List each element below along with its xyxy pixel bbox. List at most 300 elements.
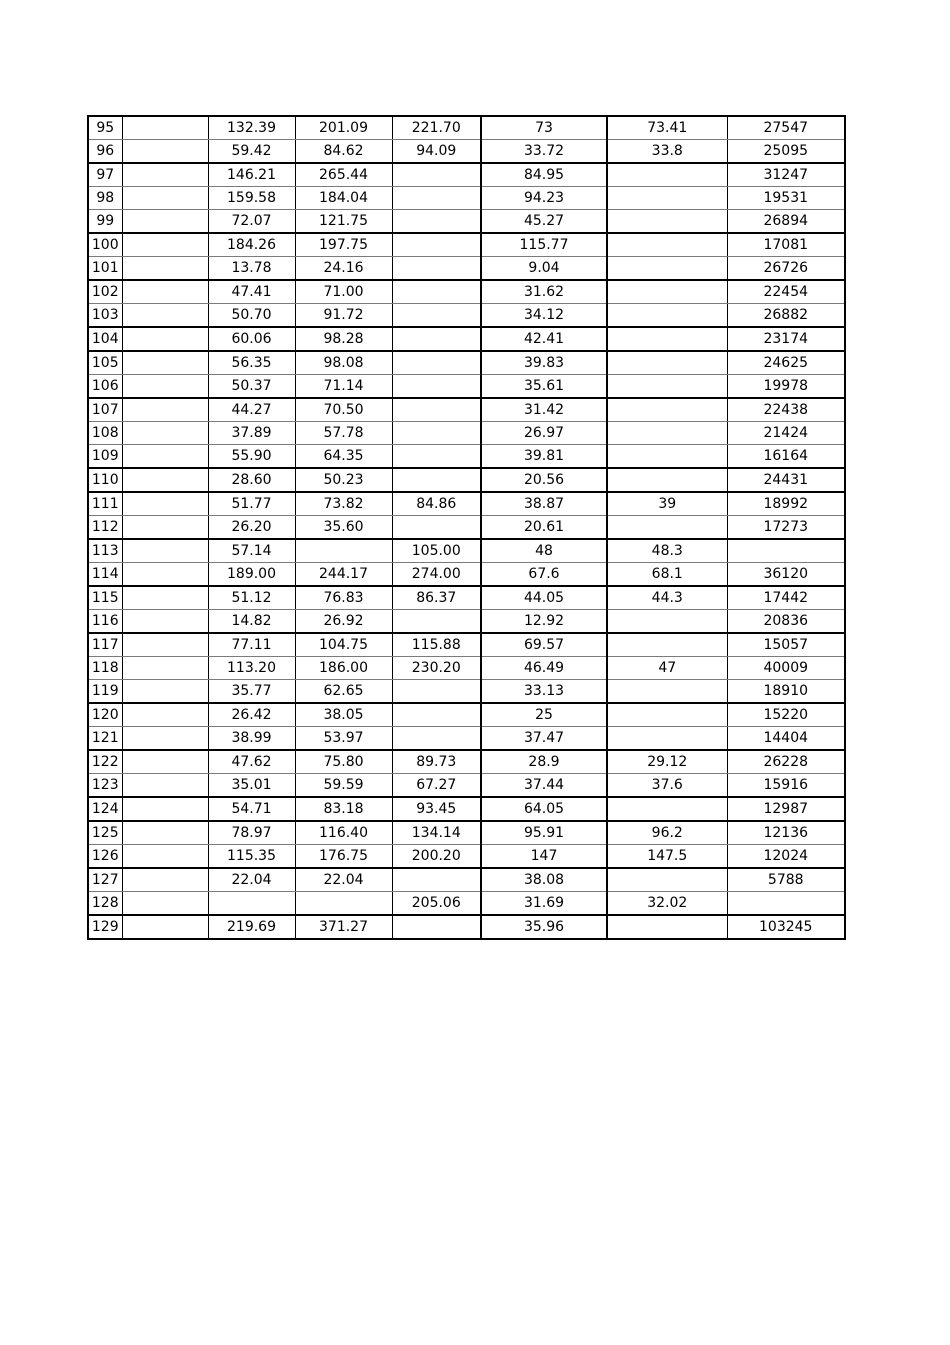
value-cell-c: 86.37 <box>392 586 481 610</box>
table-row <box>88 280 845 304</box>
value-cell-a: 14.82 <box>208 610 295 634</box>
value-cell-a: 159.58 <box>208 187 295 210</box>
value-cell-b: 24.16 <box>295 257 392 281</box>
blank-cell <box>122 610 208 634</box>
row-number-cell: 107 <box>88 398 122 422</box>
value-cell-d: 20.61 <box>481 516 607 540</box>
value-cell-f: 24431 <box>727 468 845 492</box>
blank-cell <box>122 116 208 140</box>
value-cell-e: 73.41 <box>607 116 727 140</box>
value-cell-f: 23174 <box>727 327 845 351</box>
row-number-cell: 98 <box>88 187 122 210</box>
value-cell-a: 37.89 <box>208 422 295 445</box>
blank-cell <box>122 657 208 680</box>
blank-cell <box>122 492 208 516</box>
table-row <box>88 703 845 727</box>
value-cell-e <box>607 610 727 634</box>
value-cell-a: 77.11 <box>208 633 295 657</box>
value-cell-c <box>392 422 481 445</box>
value-cell-f: 26726 <box>727 257 845 281</box>
blank-cell <box>122 774 208 798</box>
value-cell-c: 205.06 <box>392 892 481 916</box>
value-cell-a: 113.20 <box>208 657 295 680</box>
value-cell-c <box>392 610 481 634</box>
blank-cell <box>122 797 208 821</box>
value-cell-e <box>607 797 727 821</box>
value-cell-f: 14404 <box>727 727 845 751</box>
value-cell-d: 35.96 <box>481 915 607 939</box>
value-cell-e <box>607 868 727 892</box>
table-row <box>88 187 845 210</box>
value-cell-f: 21424 <box>727 422 845 445</box>
value-cell-c <box>392 327 481 351</box>
value-cell-d: 31.62 <box>481 280 607 304</box>
table-row <box>88 163 845 187</box>
table-row <box>88 915 845 939</box>
row-number-cell: 116 <box>88 610 122 634</box>
table-row <box>88 680 845 704</box>
value-cell-d: 45.27 <box>481 210 607 234</box>
value-cell-c: 274.00 <box>392 563 481 587</box>
value-cell-e: 47 <box>607 657 727 680</box>
value-cell-b: 244.17 <box>295 563 392 587</box>
row-number-cell: 96 <box>88 140 122 164</box>
value-cell-a: 28.60 <box>208 468 295 492</box>
value-cell-d: 39.81 <box>481 445 607 469</box>
value-cell-f: 18910 <box>727 680 845 704</box>
value-cell-f: 19978 <box>727 375 845 399</box>
value-cell-b: 70.50 <box>295 398 392 422</box>
blank-cell <box>122 915 208 939</box>
value-cell-e <box>607 703 727 727</box>
value-cell-f: 15220 <box>727 703 845 727</box>
blank-cell <box>122 327 208 351</box>
value-cell-f: 27547 <box>727 116 845 140</box>
blank-cell <box>122 445 208 469</box>
value-cell-a: 38.99 <box>208 727 295 751</box>
value-cell-b <box>295 539 392 563</box>
value-cell-c: 93.45 <box>392 797 481 821</box>
table-row <box>88 633 845 657</box>
value-cell-f: 31247 <box>727 163 845 187</box>
value-cell-d: 46.49 <box>481 657 607 680</box>
row-number-cell: 106 <box>88 375 122 399</box>
value-cell-b: 35.60 <box>295 516 392 540</box>
value-cell-c: 221.70 <box>392 116 481 140</box>
value-cell-d: 84.95 <box>481 163 607 187</box>
value-cell-f: 24625 <box>727 351 845 375</box>
value-cell-a: 51.77 <box>208 492 295 516</box>
value-cell-d: 147 <box>481 845 607 869</box>
value-cell-f: 12987 <box>727 797 845 821</box>
table-row <box>88 821 845 845</box>
value-cell-d: 44.05 <box>481 586 607 610</box>
value-cell-e: 96.2 <box>607 821 727 845</box>
row-number-cell: 102 <box>88 280 122 304</box>
blank-cell <box>122 680 208 704</box>
table-row <box>88 304 845 328</box>
table-row <box>88 398 845 422</box>
value-cell-f: 12136 <box>727 821 845 845</box>
value-cell-e <box>607 375 727 399</box>
value-cell-e <box>607 398 727 422</box>
value-cell-f: 103245 <box>727 915 845 939</box>
row-number-cell: 119 <box>88 680 122 704</box>
value-cell-d: 26.97 <box>481 422 607 445</box>
row-number-cell: 111 <box>88 492 122 516</box>
row-number-cell: 122 <box>88 750 122 774</box>
value-cell-a: 35.01 <box>208 774 295 798</box>
value-cell-c: 94.09 <box>392 140 481 164</box>
value-cell-a: 60.06 <box>208 327 295 351</box>
value-cell-c <box>392 445 481 469</box>
value-cell-d: 31.42 <box>481 398 607 422</box>
value-cell-f <box>727 539 845 563</box>
value-cell-c <box>392 375 481 399</box>
value-cell-c: 134.14 <box>392 821 481 845</box>
value-cell-a: 54.71 <box>208 797 295 821</box>
data-table <box>87 115 846 940</box>
value-cell-d: 31.69 <box>481 892 607 916</box>
table-row <box>88 210 845 234</box>
value-cell-e <box>607 727 727 751</box>
blank-cell <box>122 375 208 399</box>
value-cell-f: 22454 <box>727 280 845 304</box>
value-cell-c: 84.86 <box>392 492 481 516</box>
value-cell-f: 36120 <box>727 563 845 587</box>
value-cell-a: 51.12 <box>208 586 295 610</box>
value-cell-e: 33.8 <box>607 140 727 164</box>
row-number-cell: 100 <box>88 233 122 257</box>
row-number-cell: 117 <box>88 633 122 657</box>
value-cell-a: 132.39 <box>208 116 295 140</box>
value-cell-a: 47.41 <box>208 280 295 304</box>
blank-cell <box>122 140 208 164</box>
value-cell-a: 219.69 <box>208 915 295 939</box>
value-cell-f: 12024 <box>727 845 845 869</box>
value-cell-e: 48.3 <box>607 539 727 563</box>
value-cell-e: 44.3 <box>607 586 727 610</box>
value-cell-a: 189.00 <box>208 563 295 587</box>
value-cell-d: 67.6 <box>481 563 607 587</box>
blank-cell <box>122 821 208 845</box>
value-cell-b: 64.35 <box>295 445 392 469</box>
blank-cell <box>122 586 208 610</box>
row-number-cell: 128 <box>88 892 122 916</box>
value-cell-a: 59.42 <box>208 140 295 164</box>
value-cell-c: 105.00 <box>392 539 481 563</box>
value-cell-e <box>607 680 727 704</box>
value-cell-e <box>607 445 727 469</box>
value-cell-c <box>392 210 481 234</box>
table-row <box>88 845 845 869</box>
table-row <box>88 140 845 164</box>
value-cell-c <box>392 280 481 304</box>
value-cell-e <box>607 187 727 210</box>
table-row <box>88 422 845 445</box>
row-number-cell: 118 <box>88 657 122 680</box>
value-cell-d: 12.92 <box>481 610 607 634</box>
table-row <box>88 492 845 516</box>
table-row <box>88 539 845 563</box>
value-cell-b: 73.82 <box>295 492 392 516</box>
blank-cell <box>122 845 208 869</box>
value-cell-e <box>607 422 727 445</box>
row-number-cell: 110 <box>88 468 122 492</box>
value-cell-d: 20.56 <box>481 468 607 492</box>
row-number-cell: 97 <box>88 163 122 187</box>
value-cell-e: 29.12 <box>607 750 727 774</box>
value-cell-a: 26.42 <box>208 703 295 727</box>
value-cell-f: 15057 <box>727 633 845 657</box>
value-cell-a: 55.90 <box>208 445 295 469</box>
value-cell-e: 147.5 <box>607 845 727 869</box>
value-cell-c <box>392 915 481 939</box>
value-cell-e: 32.02 <box>607 892 727 916</box>
value-cell-a: 72.07 <box>208 210 295 234</box>
blank-cell <box>122 257 208 281</box>
value-cell-b: 71.14 <box>295 375 392 399</box>
value-cell-a: 115.35 <box>208 845 295 869</box>
blank-cell <box>122 563 208 587</box>
value-cell-e <box>607 633 727 657</box>
value-cell-d: 95.91 <box>481 821 607 845</box>
table-row <box>88 468 845 492</box>
value-cell-d: 94.23 <box>481 187 607 210</box>
value-cell-f: 19531 <box>727 187 845 210</box>
value-cell-f: 26228 <box>727 750 845 774</box>
value-cell-b: 26.92 <box>295 610 392 634</box>
row-number-cell: 114 <box>88 563 122 587</box>
value-cell-b: 197.75 <box>295 233 392 257</box>
value-cell-f: 17273 <box>727 516 845 540</box>
blank-cell <box>122 516 208 540</box>
value-cell-b: 186.00 <box>295 657 392 680</box>
value-cell-d: 73 <box>481 116 607 140</box>
value-cell-e <box>607 163 727 187</box>
value-cell-e <box>607 210 727 234</box>
row-number-cell: 99 <box>88 210 122 234</box>
value-cell-a: 26.20 <box>208 516 295 540</box>
table-body <box>88 116 845 939</box>
value-cell-e <box>607 304 727 328</box>
row-number-cell: 108 <box>88 422 122 445</box>
value-cell-c <box>392 187 481 210</box>
value-cell-c <box>392 398 481 422</box>
value-cell-f: 18992 <box>727 492 845 516</box>
value-cell-c <box>392 516 481 540</box>
value-cell-c: 230.20 <box>392 657 481 680</box>
value-cell-d: 33.72 <box>481 140 607 164</box>
value-cell-d: 28.9 <box>481 750 607 774</box>
value-cell-a: 47.62 <box>208 750 295 774</box>
value-cell-c: 89.73 <box>392 750 481 774</box>
blank-cell <box>122 892 208 916</box>
value-cell-b: 201.09 <box>295 116 392 140</box>
value-cell-f: 5788 <box>727 868 845 892</box>
value-cell-b: 38.05 <box>295 703 392 727</box>
value-cell-f: 17081 <box>727 233 845 257</box>
value-cell-f: 17442 <box>727 586 845 610</box>
value-cell-d: 42.41 <box>481 327 607 351</box>
value-cell-c <box>392 304 481 328</box>
value-cell-f: 26894 <box>727 210 845 234</box>
value-cell-c: 200.20 <box>392 845 481 869</box>
row-number-cell: 123 <box>88 774 122 798</box>
blank-cell <box>122 727 208 751</box>
value-cell-b: 84.62 <box>295 140 392 164</box>
value-cell-f: 22438 <box>727 398 845 422</box>
value-cell-d: 48 <box>481 539 607 563</box>
value-cell-b: 265.44 <box>295 163 392 187</box>
value-cell-f: 16164 <box>727 445 845 469</box>
blank-cell <box>122 868 208 892</box>
table-row <box>88 774 845 798</box>
row-number-cell: 105 <box>88 351 122 375</box>
value-cell-c <box>392 163 481 187</box>
value-cell-b: 184.04 <box>295 187 392 210</box>
table-row <box>88 233 845 257</box>
value-cell-b: 75.80 <box>295 750 392 774</box>
value-cell-a: 35.77 <box>208 680 295 704</box>
value-cell-b: 91.72 <box>295 304 392 328</box>
table-row <box>88 586 845 610</box>
value-cell-c <box>392 468 481 492</box>
table-row <box>88 657 845 680</box>
value-cell-a: 50.37 <box>208 375 295 399</box>
row-number-cell: 120 <box>88 703 122 727</box>
blank-cell <box>122 398 208 422</box>
value-cell-a: 56.35 <box>208 351 295 375</box>
value-cell-d: 37.47 <box>481 727 607 751</box>
value-cell-b: 59.59 <box>295 774 392 798</box>
blank-cell <box>122 280 208 304</box>
blank-cell <box>122 351 208 375</box>
value-cell-a: 13.78 <box>208 257 295 281</box>
blank-cell <box>122 468 208 492</box>
value-cell-b: 83.18 <box>295 797 392 821</box>
value-cell-d: 25 <box>481 703 607 727</box>
value-cell-c: 115.88 <box>392 633 481 657</box>
table-row <box>88 375 845 399</box>
table-row <box>88 327 845 351</box>
blank-cell <box>122 539 208 563</box>
table-row <box>88 116 845 140</box>
value-cell-b: 71.00 <box>295 280 392 304</box>
value-cell-e <box>607 327 727 351</box>
value-cell-c <box>392 351 481 375</box>
row-number-cell: 126 <box>88 845 122 869</box>
blank-cell <box>122 703 208 727</box>
value-cell-a <box>208 892 295 916</box>
value-cell-b: 76.83 <box>295 586 392 610</box>
row-number-cell: 125 <box>88 821 122 845</box>
value-cell-b <box>295 892 392 916</box>
value-cell-f: 20836 <box>727 610 845 634</box>
value-cell-b: 62.65 <box>295 680 392 704</box>
value-cell-e <box>607 351 727 375</box>
value-cell-d: 38.87 <box>481 492 607 516</box>
blank-cell <box>122 304 208 328</box>
row-number-cell: 115 <box>88 586 122 610</box>
value-cell-d: 33.13 <box>481 680 607 704</box>
value-cell-a: 50.70 <box>208 304 295 328</box>
value-cell-e <box>607 468 727 492</box>
row-number-cell: 101 <box>88 257 122 281</box>
value-cell-e <box>607 233 727 257</box>
table-row <box>88 445 845 469</box>
value-cell-d: 64.05 <box>481 797 607 821</box>
value-cell-a: 22.04 <box>208 868 295 892</box>
table-row <box>88 727 845 751</box>
value-cell-d: 9.04 <box>481 257 607 281</box>
value-cell-c <box>392 233 481 257</box>
table-row <box>88 610 845 634</box>
value-cell-e <box>607 280 727 304</box>
table-row <box>88 563 845 587</box>
blank-cell <box>122 210 208 234</box>
value-cell-e: 39 <box>607 492 727 516</box>
value-cell-c <box>392 868 481 892</box>
row-number-cell: 109 <box>88 445 122 469</box>
value-cell-b: 98.08 <box>295 351 392 375</box>
value-cell-f: 26882 <box>727 304 845 328</box>
table-row <box>88 797 845 821</box>
value-cell-b: 176.75 <box>295 845 392 869</box>
value-cell-d: 35.61 <box>481 375 607 399</box>
table-row <box>88 351 845 375</box>
value-cell-a: 146.21 <box>208 163 295 187</box>
value-cell-c: 67.27 <box>392 774 481 798</box>
value-cell-b: 50.23 <box>295 468 392 492</box>
blank-cell <box>122 187 208 210</box>
blank-cell <box>122 233 208 257</box>
value-cell-e <box>607 257 727 281</box>
value-cell-b: 53.97 <box>295 727 392 751</box>
value-cell-b: 116.40 <box>295 821 392 845</box>
row-number-cell: 124 <box>88 797 122 821</box>
value-cell-f: 25095 <box>727 140 845 164</box>
value-cell-a: 57.14 <box>208 539 295 563</box>
value-cell-a: 44.27 <box>208 398 295 422</box>
row-number-cell: 95 <box>88 116 122 140</box>
blank-cell <box>122 163 208 187</box>
value-cell-b: 57.78 <box>295 422 392 445</box>
value-cell-f <box>727 892 845 916</box>
value-cell-d: 69.57 <box>481 633 607 657</box>
blank-cell <box>122 633 208 657</box>
value-cell-b: 98.28 <box>295 327 392 351</box>
value-cell-f: 40009 <box>727 657 845 680</box>
value-cell-e <box>607 915 727 939</box>
value-cell-b: 121.75 <box>295 210 392 234</box>
value-cell-f: 15916 <box>727 774 845 798</box>
value-cell-b: 22.04 <box>295 868 392 892</box>
value-cell-d: 37.44 <box>481 774 607 798</box>
table-row <box>88 750 845 774</box>
table-row <box>88 868 845 892</box>
blank-cell <box>122 422 208 445</box>
row-number-cell: 104 <box>88 327 122 351</box>
row-number-cell: 121 <box>88 727 122 751</box>
row-number-cell: 103 <box>88 304 122 328</box>
value-cell-c <box>392 680 481 704</box>
value-cell-d: 115.77 <box>481 233 607 257</box>
value-cell-d: 38.08 <box>481 868 607 892</box>
value-cell-e: 68.1 <box>607 563 727 587</box>
value-cell-d: 39.83 <box>481 351 607 375</box>
value-cell-e: 37.6 <box>607 774 727 798</box>
